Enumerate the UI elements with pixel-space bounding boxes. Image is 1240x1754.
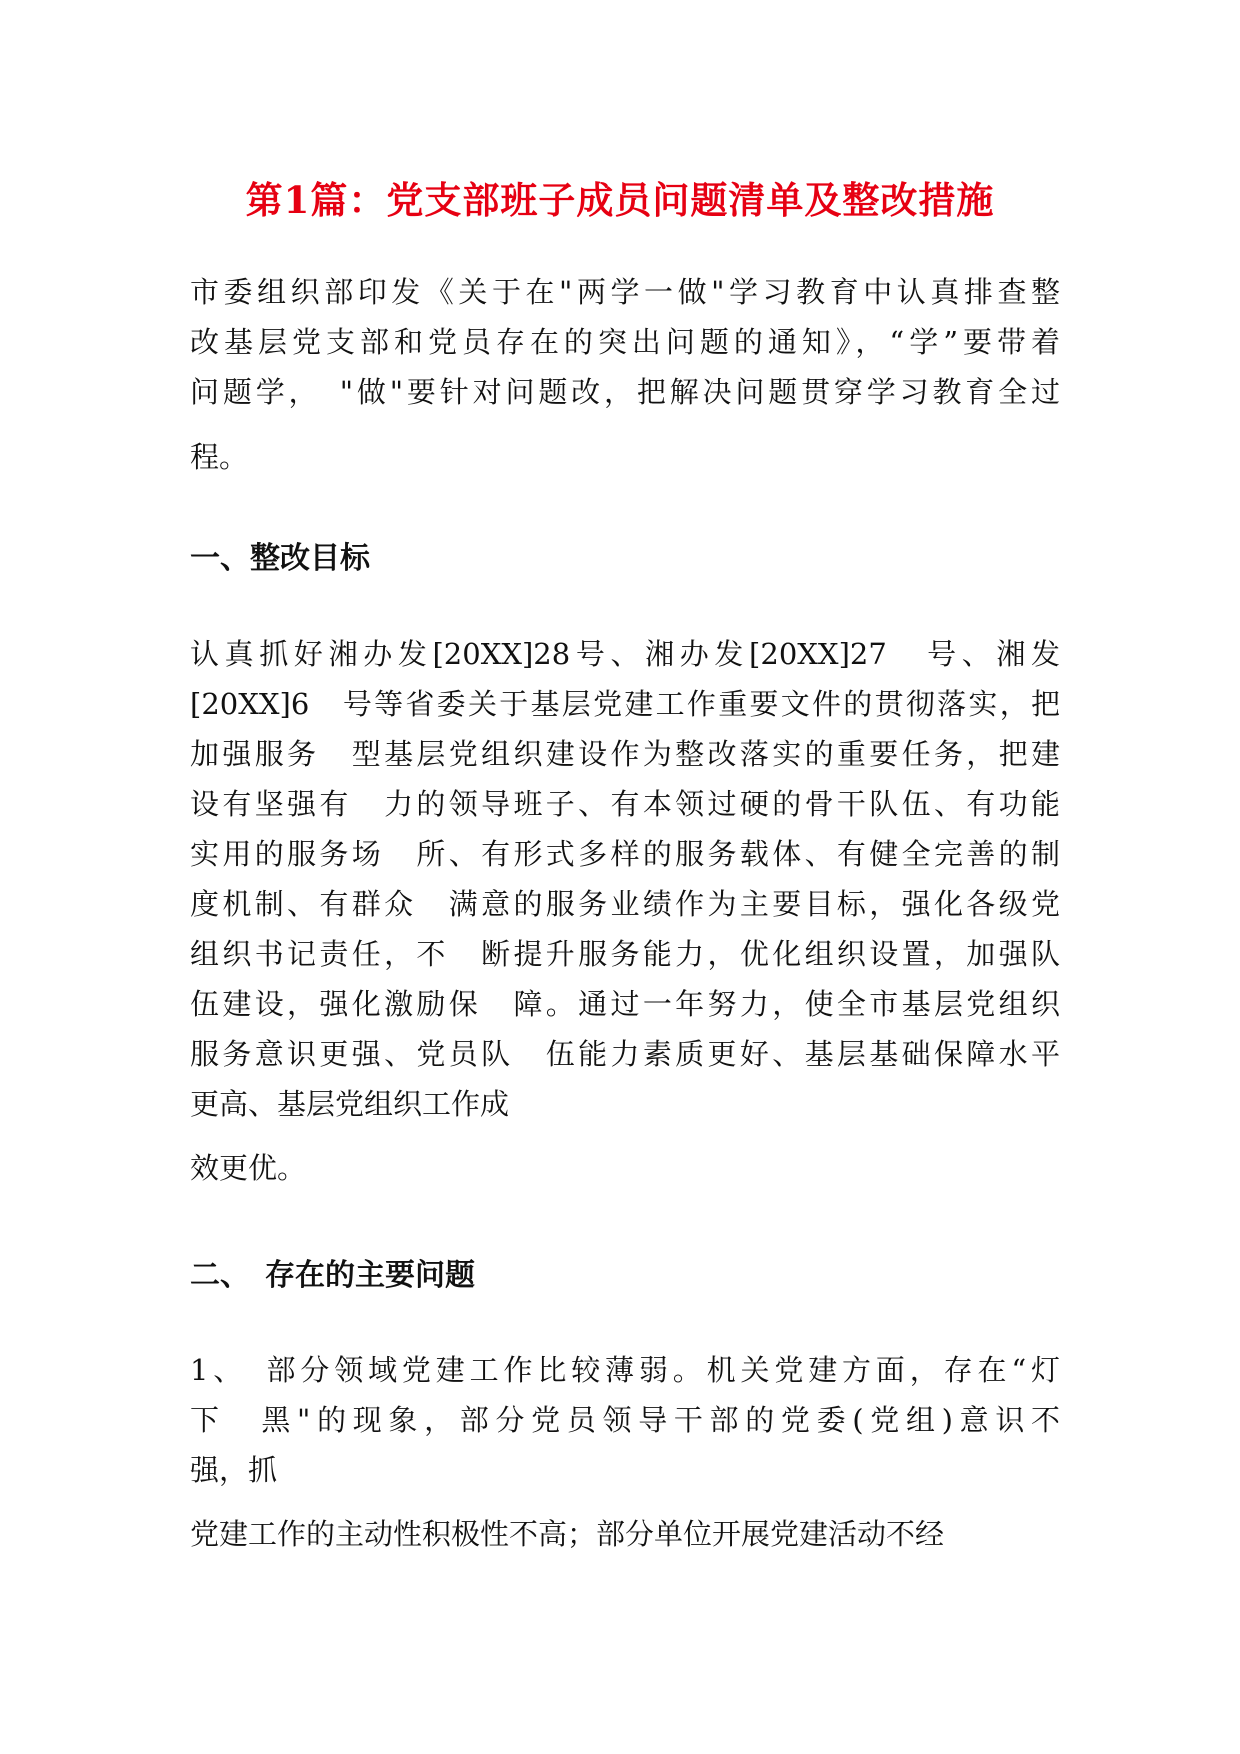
section1-line-11: 效更优。 [190,1151,307,1185]
section1-line-10: 更高、基层党组织工作成 [190,1087,510,1121]
section1-line-4: 设有坚强有 力的领导班子、有本领过硬的骨干队伍、有功能 [190,787,1060,821]
document-title: 第1篇：党支部班子成员问题清单及整改措施 [245,178,995,222]
intro-line-1: 市委组织部印发《关于在"两学一做"学习教育中认真排查整 [190,275,1060,309]
section-heading-problems: 二、 存在的主要问题 [190,1258,475,1293]
section1-line-7: 组织书记责任，不 断提升服务能力，优化组织设置，加强队 [190,937,1060,971]
intro-line-4: 程。 [190,440,249,474]
section1-line-5: 实用的服务场 所、有形式多样的服务载体、有健全完善的制 [190,837,1060,871]
section1-line-6: 度机制、有群众 满意的服务业绩作为主要目标，强化各级党 [190,887,1060,921]
section2-line-4: 党建工作的主动性积极性不高；部分单位开展党建活动不经 [190,1517,945,1551]
section2-line-3: 强，抓 [190,1453,278,1487]
section1-line-2: [20XX]6 号等省委关于基层党建工作重要文件的贯彻落实，把 [190,687,1060,721]
section2-line-2: 下 黑"的现象，部分党员领导干部的党委(党组)意识不 [190,1403,1060,1437]
section2-line-1: 1、 部分领域党建工作比较薄弱。机关党建方面，存在“灯 [190,1353,1060,1387]
section1-line-8: 伍建设，强化激励保 障。通过一年努力，使全市基层党组织 [190,987,1060,1021]
intro-line-2: 改基层党支部和党员存在的突出问题的通知》，“学”要带着 [190,325,1060,359]
section1-line-1: 认真抓好湘办发[20XX]28号、湘办发[20XX]27 号、湘发 [190,637,1060,671]
section1-line-9: 服务意识更强、党员队 伍能力素质更好、基层基础保障水平 [190,1037,1060,1071]
section1-line-3: 加强服务 型基层党组织建设作为整改落实的重要任务，把建 [190,737,1060,771]
section-heading-goals: 一、整改目标 [190,541,370,576]
intro-line-3: 问题学， "做"要针对问题改，把解决问题贯穿学习教育全过 [190,375,1060,409]
